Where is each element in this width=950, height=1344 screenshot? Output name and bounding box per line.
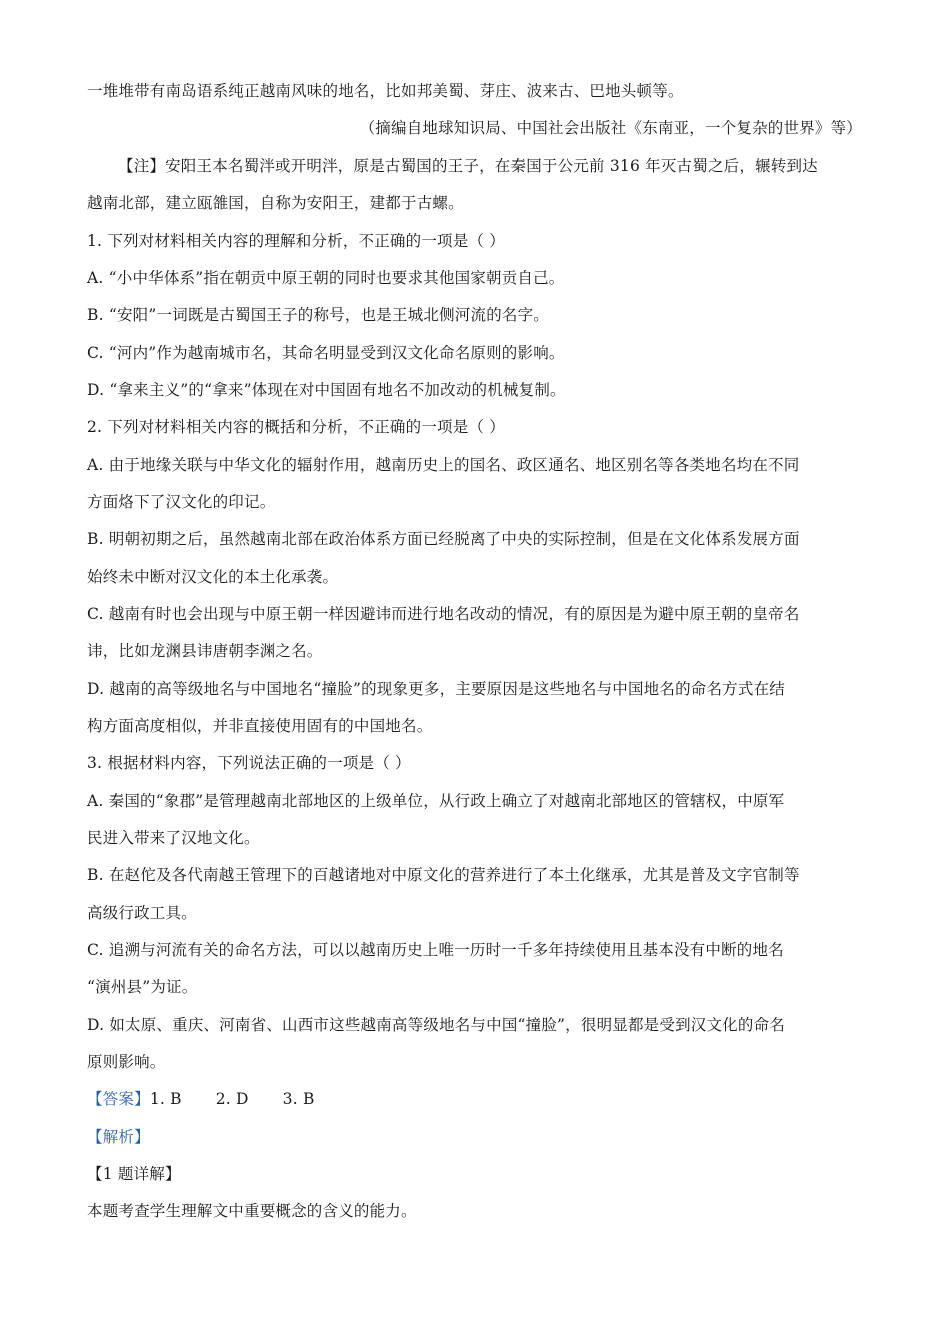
answer-row [87,1088,863,1110]
answer-tag: 【答案】 [87,1090,150,1108]
question-3-option-a-cont: 民进入带来了汉地文化。 [87,829,260,847]
question-2-option-c: C. 越南有时也会出现与中原王朝一样因避讳而进行地名改动的情况，有的原因是为避中原王朝的皇帝名 [87,605,800,623]
question-2-option-b-cont: 始终未中断对汉文化的本土化承袭。 [87,568,339,586]
question-1-option-a: A. “小中华体系”指在朝贡中原王朝的同时也要求其他国家朝贡自己。 [87,269,565,287]
question-1-option-c: C. “河内”作为越南城市名，其命名明显受到汉文化命名原则的影响。 [87,344,565,362]
question-2-option-c-cont: 讳，比如龙渊县讳唐朝李渊之名。 [87,642,323,660]
detail-tag: 【1 题详解】 [87,1165,181,1183]
question-3-option-c-cont: “演州县”为证。 [87,978,198,996]
question-3-option-b-cont: 高级行政工具。 [87,904,197,922]
note-tag: 【注】 [118,157,166,175]
note-text: 安阳王本名蜀泮或开明泮，原是古蜀国的王子，在秦国于公元前 316 年灭古蜀之后，辗转到达 [165,157,818,175]
detail-text: 本题考查学生理解文中重要概念的含义的能力。 [87,1202,417,1220]
question-2-option-d-cont: 构方面高度相似，并非直接使用固有的中国地名。 [87,717,433,735]
question-3-option-d-cont: 原则影响。 [87,1053,166,1071]
question-2-option-a-cont: 方面烙下了汉文化的印记。 [87,493,276,511]
question-1-stem: 1. 下列对材料相关内容的理解和分析，不正确的一项是（ ） [87,232,505,250]
question-3-option-b: B. 在赵佗及各代南越王管理下的百越诸地对中原文化的营养进行了本土化继承，尤其是普及文字官制等 [87,866,800,884]
note-text-cont: 越南北部，建立瓯雒国，自称为安阳王，建都于古螺。 [87,194,464,212]
question-2-option-d: D. 越南的高等级地名与中国地名“撞脸”的现象更多，主要原因是这些地名与中国地名的命名方式在结 [87,680,785,698]
question-1-option-d: D. “拿来主义”的“拿来”体现在对中国固有地名不加改动的机械复制。 [87,381,566,399]
question-3-option-a: A. 秦国的“象郡”是管理越南北部地区的上级单位，从行政上确立了对越南北部地区的管辖权，中原军 [87,792,785,810]
question-3-stem: 3. 根据材料内容，下列说法正确的一项是（ ） [87,754,411,772]
question-3-option-d: D. 如太原、重庆、河南省、山西市这些越南高等级地名与中国“撞脸”，很明显都是受到汉文化的命名 [87,1016,785,1034]
question-1-option-b: B. “安阳”一词既是古蜀国王子的称号，也是王城北侧河流的名字。 [87,306,549,324]
question-2-stem: 2. 下列对材料相关内容的概括和分析，不正确的一项是（ ） [87,418,505,436]
answer-1: 1. B [149,1090,182,1108]
passage-line: 一堆堆带有南岛语系纯正越南风味的地名，比如邦美蜀、芽庄、波来古、巴地头顿等。 [87,82,684,100]
question-2-option-b: B. 明朝初期之后，虽然越南北部在政治体系方面已经脱离了中央的实际控制，但是在文化体系发展方面 [87,530,800,548]
question-2-option-a: A. 由于地缘关联与中华文化的辐射作用，越南历史上的国名、政区通名、地区别名等各类地名均在不同 [87,456,800,474]
note-paragraph [118,155,894,177]
answer-2: 2. D [215,1090,249,1108]
source-citation: （摘编自地球知识局、中国社会出版社《东南亚，一个复杂的世界》等） [359,119,862,137]
question-3-option-c: C. 追溯与河流有关的命名方法，可以以越南历史上唯一历时一千多年持续使用且基本没有中断的地名 [87,941,784,959]
answer-3: 3. B [282,1090,315,1108]
analysis-tag: 【解析】 [87,1128,150,1146]
